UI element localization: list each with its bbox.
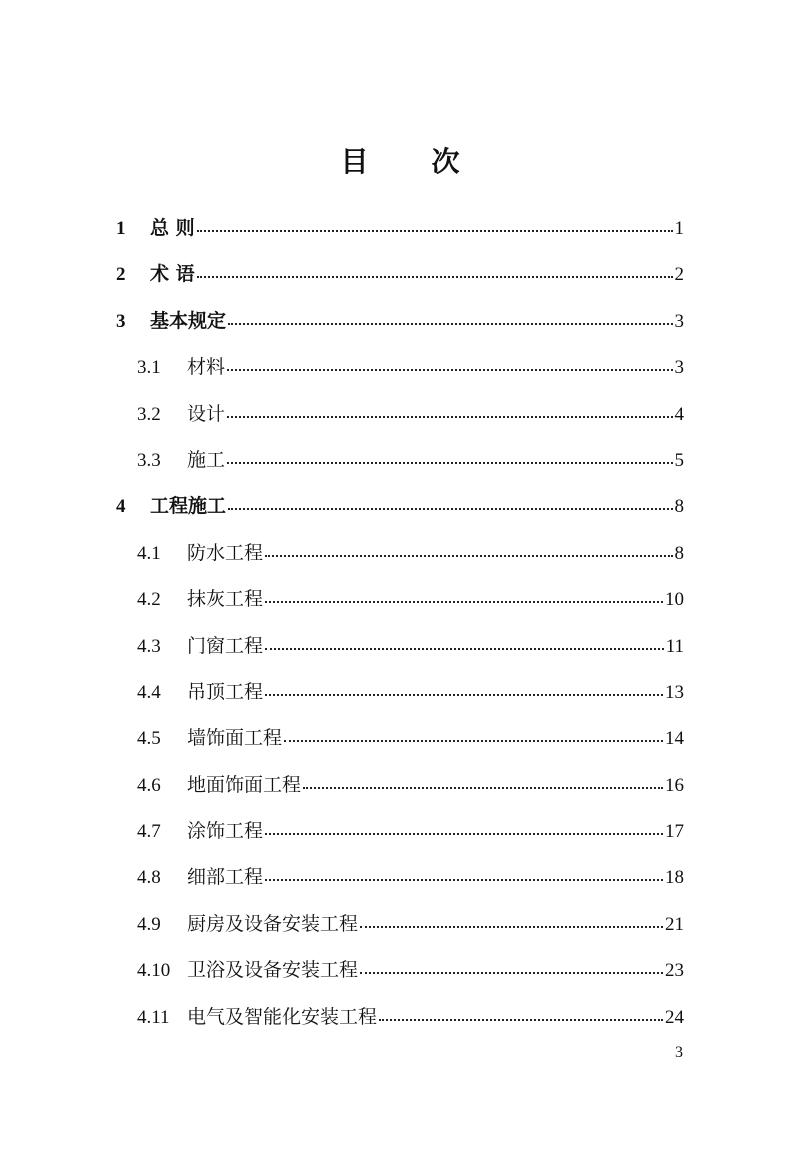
page-title: 目 次	[340, 147, 488, 178]
toc-entry-title: 抹灰工程	[187, 588, 264, 611]
toc-entry-title: 设计	[187, 402, 226, 425]
dot-leader	[227, 353, 672, 373]
toc-entry-page: 5	[674, 449, 684, 471]
toc-entry-4-7[interactable]	[116, 813, 684, 859]
dot-leader	[265, 678, 663, 698]
toc-entry-number: 3.3	[137, 449, 161, 471]
toc-entry-number: 2	[116, 264, 126, 286]
toc-entry-4-3[interactable]	[116, 628, 684, 674]
toc-entry-title: 厨房及设备安装工程	[187, 912, 359, 935]
dot-leader	[265, 539, 672, 559]
toc-entry-number: 1	[116, 218, 126, 239]
toc-entry-title: 卫浴及设备安装工程	[187, 959, 359, 982]
toc-entry-title: 涂饰工程	[187, 820, 264, 843]
toc-entry-number: 4.5	[137, 728, 161, 750]
toc-entry-page: 23	[665, 960, 684, 982]
dot-leader	[360, 956, 663, 976]
dot-leader	[197, 260, 673, 280]
toc-entry-title: 细部工程	[187, 866, 264, 889]
toc-entry-number: 4.6	[137, 774, 161, 796]
toc-entry-title: 基本规定	[150, 309, 227, 332]
toc-entry-page: 4	[674, 403, 684, 425]
toc-entry-page: 1	[674, 218, 684, 239]
toc-entry-page: 3	[674, 357, 684, 379]
toc-entry-4-8[interactable]	[116, 859, 684, 905]
toc-entry-title: 电气及智能化安装工程	[187, 1005, 378, 1028]
toc-entry-page: 10	[665, 589, 684, 611]
toc-entry-2[interactable]	[116, 256, 684, 302]
dot-leader	[265, 585, 663, 605]
toc-entry-3-1[interactable]	[116, 349, 684, 395]
toc-entry-title: 地面饰面工程	[187, 773, 302, 796]
toc-entry-number: 4.3	[137, 635, 161, 657]
dot-leader	[360, 910, 663, 930]
dot-leader	[265, 817, 663, 837]
dot-leader	[379, 1003, 663, 1023]
toc-entry-number: 4.2	[137, 589, 161, 611]
dot-leader	[227, 446, 672, 466]
toc-entry-4-5[interactable]	[116, 720, 684, 766]
toc-entry-number: 4.7	[137, 821, 161, 843]
toc-entry-page: 3	[674, 310, 684, 332]
toc-entry-4-10[interactable]	[116, 952, 684, 998]
toc-entry-title: 材料	[187, 356, 226, 379]
toc-entry-page: 8	[674, 542, 684, 564]
toc-entry-title: 总 则	[150, 217, 195, 239]
toc-entry-1[interactable]	[116, 210, 684, 256]
table-of-contents	[116, 210, 684, 1045]
toc-entry-4[interactable]	[116, 488, 684, 534]
toc-entry-3[interactable]	[116, 303, 684, 349]
toc-entry-page: 14	[665, 728, 684, 750]
dot-leader	[197, 214, 673, 234]
toc-entry-number: 4.10	[137, 960, 171, 982]
toc-entry-number: 4.8	[137, 867, 161, 889]
toc-entry-title: 吊顶工程	[187, 680, 264, 703]
toc-entry-page: 11	[665, 635, 684, 657]
toc-entry-number: 3.1	[137, 357, 161, 379]
dot-leader	[228, 307, 672, 327]
toc-entry-4-9[interactable]	[116, 906, 684, 952]
toc-entry-number: 3	[116, 310, 126, 332]
dot-leader	[227, 400, 672, 420]
toc-entry-page: 18	[665, 867, 684, 889]
toc-entry-title: 术 语	[150, 263, 195, 286]
dot-leader	[228, 492, 672, 512]
toc-entry-number: 4.11	[137, 1006, 170, 1028]
dot-leader	[303, 771, 663, 791]
toc-entry-3-2[interactable]	[116, 396, 684, 442]
toc-entry-title: 防水工程	[187, 541, 264, 564]
toc-entry-number: 4.1	[137, 542, 161, 564]
dot-leader	[284, 724, 663, 744]
toc-entry-number: 4.9	[137, 913, 161, 935]
toc-entry-4-4[interactable]	[116, 674, 684, 720]
toc-entry-title: 施工	[187, 448, 226, 471]
toc-entry-4-11[interactable]	[116, 999, 684, 1045]
toc-entry-4-6[interactable]	[116, 767, 684, 813]
toc-entry-4-1[interactable]	[116, 535, 684, 581]
toc-entry-number: 3.2	[137, 403, 161, 425]
dot-leader	[265, 632, 664, 652]
toc-entry-title: 门窗工程	[187, 634, 264, 657]
toc-entry-page: 17	[665, 821, 684, 843]
footer-page-number: 3	[675, 1044, 683, 1061]
toc-entry-page: 13	[665, 681, 684, 703]
toc-entry-number: 4	[116, 496, 126, 518]
toc-entry-page: 21	[665, 913, 684, 935]
toc-entry-title: 墙饰面工程	[187, 727, 283, 750]
toc-entry-page: 2	[674, 264, 684, 286]
toc-entry-3-3[interactable]	[116, 442, 684, 488]
toc-entry-page: 16	[665, 774, 684, 796]
toc-entry-page: 24	[665, 1006, 684, 1028]
toc-entry-page: 8	[674, 496, 684, 518]
toc-entry-title: 工程施工	[150, 495, 227, 518]
dot-leader	[265, 863, 663, 883]
toc-entry-number: 4.4	[137, 681, 161, 703]
toc-entry-4-2[interactable]	[116, 581, 684, 627]
